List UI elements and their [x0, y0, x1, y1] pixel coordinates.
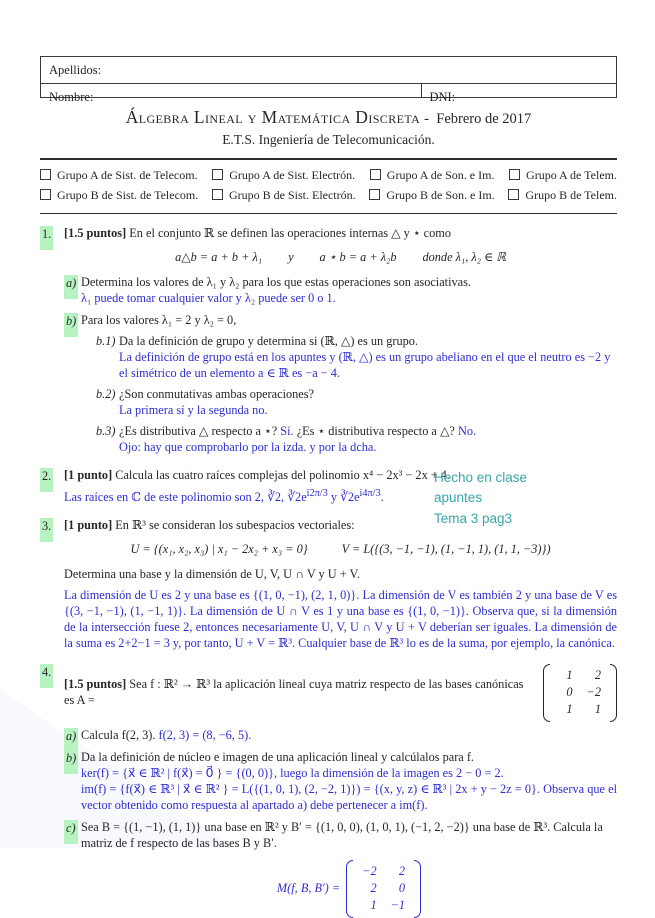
checkbox-icon[interactable]	[40, 169, 51, 180]
checkbox-icon[interactable]	[508, 189, 519, 200]
exam-date: - Febrero de 2017	[424, 111, 532, 127]
question-1b3-a1: Sí.	[280, 424, 294, 439]
question-2-number: 2.	[40, 468, 53, 492]
exam-subtitle: E.T.S. Ingeniería de Telecomunicación.	[222, 132, 435, 147]
question-4-statement-text: Sea f : ℝ² → ℝ³ la aplicación lineal cuya matriz respecto de las bases canónicas es A =	[64, 676, 524, 707]
question-1b1	[96, 334, 617, 382]
question-1b2-label: b.2)	[96, 387, 116, 402]
question-3-formula	[64, 542, 617, 558]
apellidos-field[interactable]	[41, 57, 616, 83]
checkbox-icon[interactable]	[212, 189, 223, 200]
question-4-points: [1.5 puntos]	[64, 676, 127, 691]
annotation-line: Hecho en clase	[434, 470, 528, 485]
question-1-number: 1.	[40, 226, 53, 250]
group-option	[369, 188, 494, 203]
question-1b3	[96, 424, 617, 456]
question-1a-answer: λ₁ puede tomar cualquier valor y λ₂ puede ser 0 o 1.	[81, 291, 336, 306]
question-1a-label: a)	[64, 275, 78, 299]
title-block	[40, 107, 617, 128]
group-label: Grupo B de Telem.	[525, 187, 617, 202]
page-content	[40, 56, 617, 918]
question-4-head	[42, 664, 617, 722]
matrix-m-values	[353, 860, 414, 918]
exam-title: Álgebra Lineal y Matemática Discreta	[125, 107, 421, 127]
checkbox-icon[interactable]	[40, 189, 51, 200]
matrix-cell: −2	[362, 863, 377, 878]
question-1b3-q2: ¿Es ⋆ distributiva respecto a △?	[296, 424, 455, 439]
matrix-a	[543, 664, 617, 722]
divider-top	[40, 158, 617, 160]
matrix-cell: 0	[566, 684, 573, 699]
group-label: Grupo B de Sist. Electrón.	[228, 187, 356, 202]
group-option	[508, 188, 617, 203]
question-4c-text: Sea B = {(1, −1), (1, 1)} una base en ℝ² y B′ = {(1, 0, 0), (1, 0, 1), (−1, 2, −2)} una base de ℝ³. Calcula la matriz de f respecto de las bases B y B′.	[81, 819, 603, 850]
question-1a	[64, 275, 617, 307]
question-2-answer: Las raíces en ℂ de este polinomio son 2, ∛2, $∛2e^{i2\pi/3}$ y $∛2e^{i4\pi/3}$.	[64, 487, 384, 505]
matrix-cell: −2	[586, 684, 601, 699]
group-label: Grupo B de Sist. de Telecom.	[57, 187, 199, 202]
question-1b1-label: b.1)	[96, 334, 116, 349]
question-4a-answer: f(2, 3) = (8, −6, 5).	[158, 727, 252, 742]
question-4b-label: b)	[64, 750, 78, 774]
question-3	[40, 518, 617, 652]
matrix-cell: 2	[370, 880, 377, 895]
dni-field[interactable]	[421, 84, 617, 104]
question-1b3-q1: ¿Es distributiva △ respecto a ⋆?	[119, 424, 278, 439]
matrix-m-label: M(f, B, B′) =	[276, 880, 341, 895]
group-option	[212, 188, 356, 203]
right-paren	[610, 664, 617, 722]
question-2-statement: Calcula las cuatro raíces complejas del polinomio x⁴ − 2x³ − 2x + 4.	[115, 468, 451, 482]
question-4-number: 4.	[40, 664, 53, 688]
question-1b3-label: b.3)	[96, 424, 116, 439]
question-1b2-text: ¿Son conmutativas ambas operaciones?	[119, 387, 314, 402]
matrix-m-row	[277, 860, 421, 918]
question-4-statement	[64, 677, 537, 709]
question-3-task: Determina una base y la dimensión de U, V, U ∩ V y U + V.	[64, 567, 360, 582]
question-1b	[64, 313, 617, 456]
apellidos-row[interactable]	[41, 57, 616, 83]
matrix-cell: 1	[594, 701, 601, 716]
subspace-u-definition: U = {(x₁, x₂, x₃) | x₁ − 2x₂ + x₃ = 0}	[130, 542, 308, 557]
question-4a-text: Calcula f(2, 3).	[81, 727, 156, 742]
apellidos-label: Apellidos:	[49, 63, 102, 77]
question-1b3-answer: Ojo: hay que comprobarlo por la izda. y por la dcha.	[119, 440, 377, 455]
question-1-statement: En el conjunto ℝ se definen las operaciones internas △ y ⋆ como	[129, 226, 451, 241]
nombre-dni-row	[41, 83, 616, 104]
left-paren	[346, 860, 353, 918]
group-label: Grupo A de Son. e Im.	[386, 167, 495, 182]
right-paren	[414, 860, 421, 918]
group-option	[40, 168, 198, 183]
matrix-cell: 1	[566, 667, 573, 682]
question-4c-answer	[81, 860, 617, 918]
matrix-cell: −1	[390, 897, 406, 912]
matrix-cell: 1	[370, 897, 377, 912]
question-1b2-answer: La primera sí y la segunda no.	[119, 403, 268, 418]
group-option	[40, 188, 198, 203]
dni-label: DNI:	[429, 90, 456, 104]
question-4c	[64, 820, 617, 918]
question-3-statement: En ℝ³ se consideran los subespacios vectoriales:	[115, 518, 355, 533]
question-4a-label: a)	[64, 728, 78, 752]
checkbox-icon[interactable]	[212, 169, 223, 180]
question-3-number: 3.	[40, 518, 53, 542]
group-label: Grupo A de Sist. Electrón.	[229, 167, 356, 182]
question-2-points: [1 punto]	[64, 468, 113, 482]
question-4	[40, 664, 617, 918]
question-3-points: [1 punto]	[64, 518, 113, 533]
nombre-label: Nombre:	[49, 90, 94, 104]
group-row-b	[40, 188, 617, 203]
annotation-line: apuntes	[434, 490, 483, 506]
question-1	[40, 226, 617, 456]
formula-delta: a△b = a + b + λ₁	[175, 250, 263, 265]
formula-and: y	[288, 250, 294, 265]
question-1b-text: Para los valores λ₁ = 2 y λ₂ = 0,	[81, 313, 237, 328]
group-option	[509, 168, 617, 183]
subspace-v-definition: V = L({(3, −1, −1), (1, −1, 1), (1, 1, −3)})	[341, 542, 551, 557]
nombre-field[interactable]	[41, 84, 421, 104]
formula-star: a ⋆ b = a + λ₂b	[319, 250, 397, 265]
formula-where: donde λ₁, λ₂ ∈ ℝ	[422, 250, 506, 265]
question-1a-text: Determina los valores de λ₁ y λ₂ para los que estas operaciones son asociativas.	[81, 275, 471, 290]
question-1b3-a2: No.	[457, 424, 477, 439]
matrix-cell: 1	[566, 701, 573, 716]
question-1b2	[96, 387, 617, 419]
question-1b1-answer: La definición de grupo está en los apuntes y (ℝ, △) es un grupo abeliano en el que el neutro es −2 y el simétrico de un elemento a ∈ ℝ es −a − 4.	[119, 350, 611, 381]
question-3-answer: La dimensión de U es 2 y una base es {(1, 0, −1), (2, 1, 0)}. La dimensión de V es también 2 y una base de V es {(3, −1, −1), (1, −1, 1)}. La dimensión de U ∩ V es 1 y una base es {(1, 0, −1)}. Observa que, si la dimensión de la intersección fuese 2, entonces necesariamente U, V, U ∩ V y U + V deberían ser iguales. La dimensión de la suma es 2+2−1 = 3 y, por tanto, U + V = ℝ³. Cualquier base de ℝ³ lo es de la suma, por ejemplo, la canónica.	[64, 588, 617, 650]
group-row-a	[40, 168, 617, 183]
group-option	[370, 168, 495, 183]
question-1-points: [1.5 puntos]	[64, 226, 127, 241]
annotation-line: Tema 3 pag3	[434, 510, 513, 526]
group-selection	[40, 168, 617, 203]
matrix-cell: 0	[398, 880, 406, 895]
question-1-formula	[64, 250, 617, 266]
divider-questions	[40, 213, 617, 215]
questions	[40, 226, 617, 918]
question-4b-text: Da la definición de núcleo e imagen de una aplicación lineal y calcúlalos para f.	[81, 749, 474, 764]
left-paren	[543, 664, 550, 722]
question-4b-answer-im: im(f) = {f(x⃗) ∈ ℝ³ | x⃗ ∈ ℝ² } = L({(1, 0, 1), (2, −2, 1)}) = {(x, y, z) ∈ ℝ³ | 2x + y − 2z = 0}. Observa que el vector obtenido como respuesta al apartado a) debe pertenecer a im(f).	[81, 781, 617, 812]
matrix-a-values	[550, 664, 610, 722]
group-label: Grupo A de Telem.	[526, 167, 617, 182]
matrix-cell: 2	[594, 667, 601, 682]
matrix-cell: 2	[398, 863, 406, 878]
group-label: Grupo B de Son. e Im.	[386, 187, 495, 202]
checkbox-icon[interactable]	[509, 169, 520, 180]
question-1b1-text: Da la definición de grupo y determina si (ℝ, △) es un grupo.	[119, 334, 419, 349]
matrix-m	[346, 860, 421, 918]
checkbox-icon[interactable]	[370, 169, 381, 180]
question-4a	[64, 728, 617, 744]
student-info-table	[40, 56, 617, 104]
group-option	[212, 168, 355, 183]
question-4b	[64, 750, 617, 814]
group-label: Grupo A de Sist. de Telecom.	[57, 167, 198, 182]
question-1b-label: b)	[64, 313, 78, 337]
checkbox-icon[interactable]	[369, 189, 380, 200]
question-4c-label: c)	[64, 820, 78, 844]
question-4b-answer-ker: ker(f) = {x⃗ ∈ ℝ² | f(x⃗) = 0⃗ } = {(0, 0)}, luego la dimensión de la imagen es 2 − 0 = 2.	[81, 765, 504, 780]
